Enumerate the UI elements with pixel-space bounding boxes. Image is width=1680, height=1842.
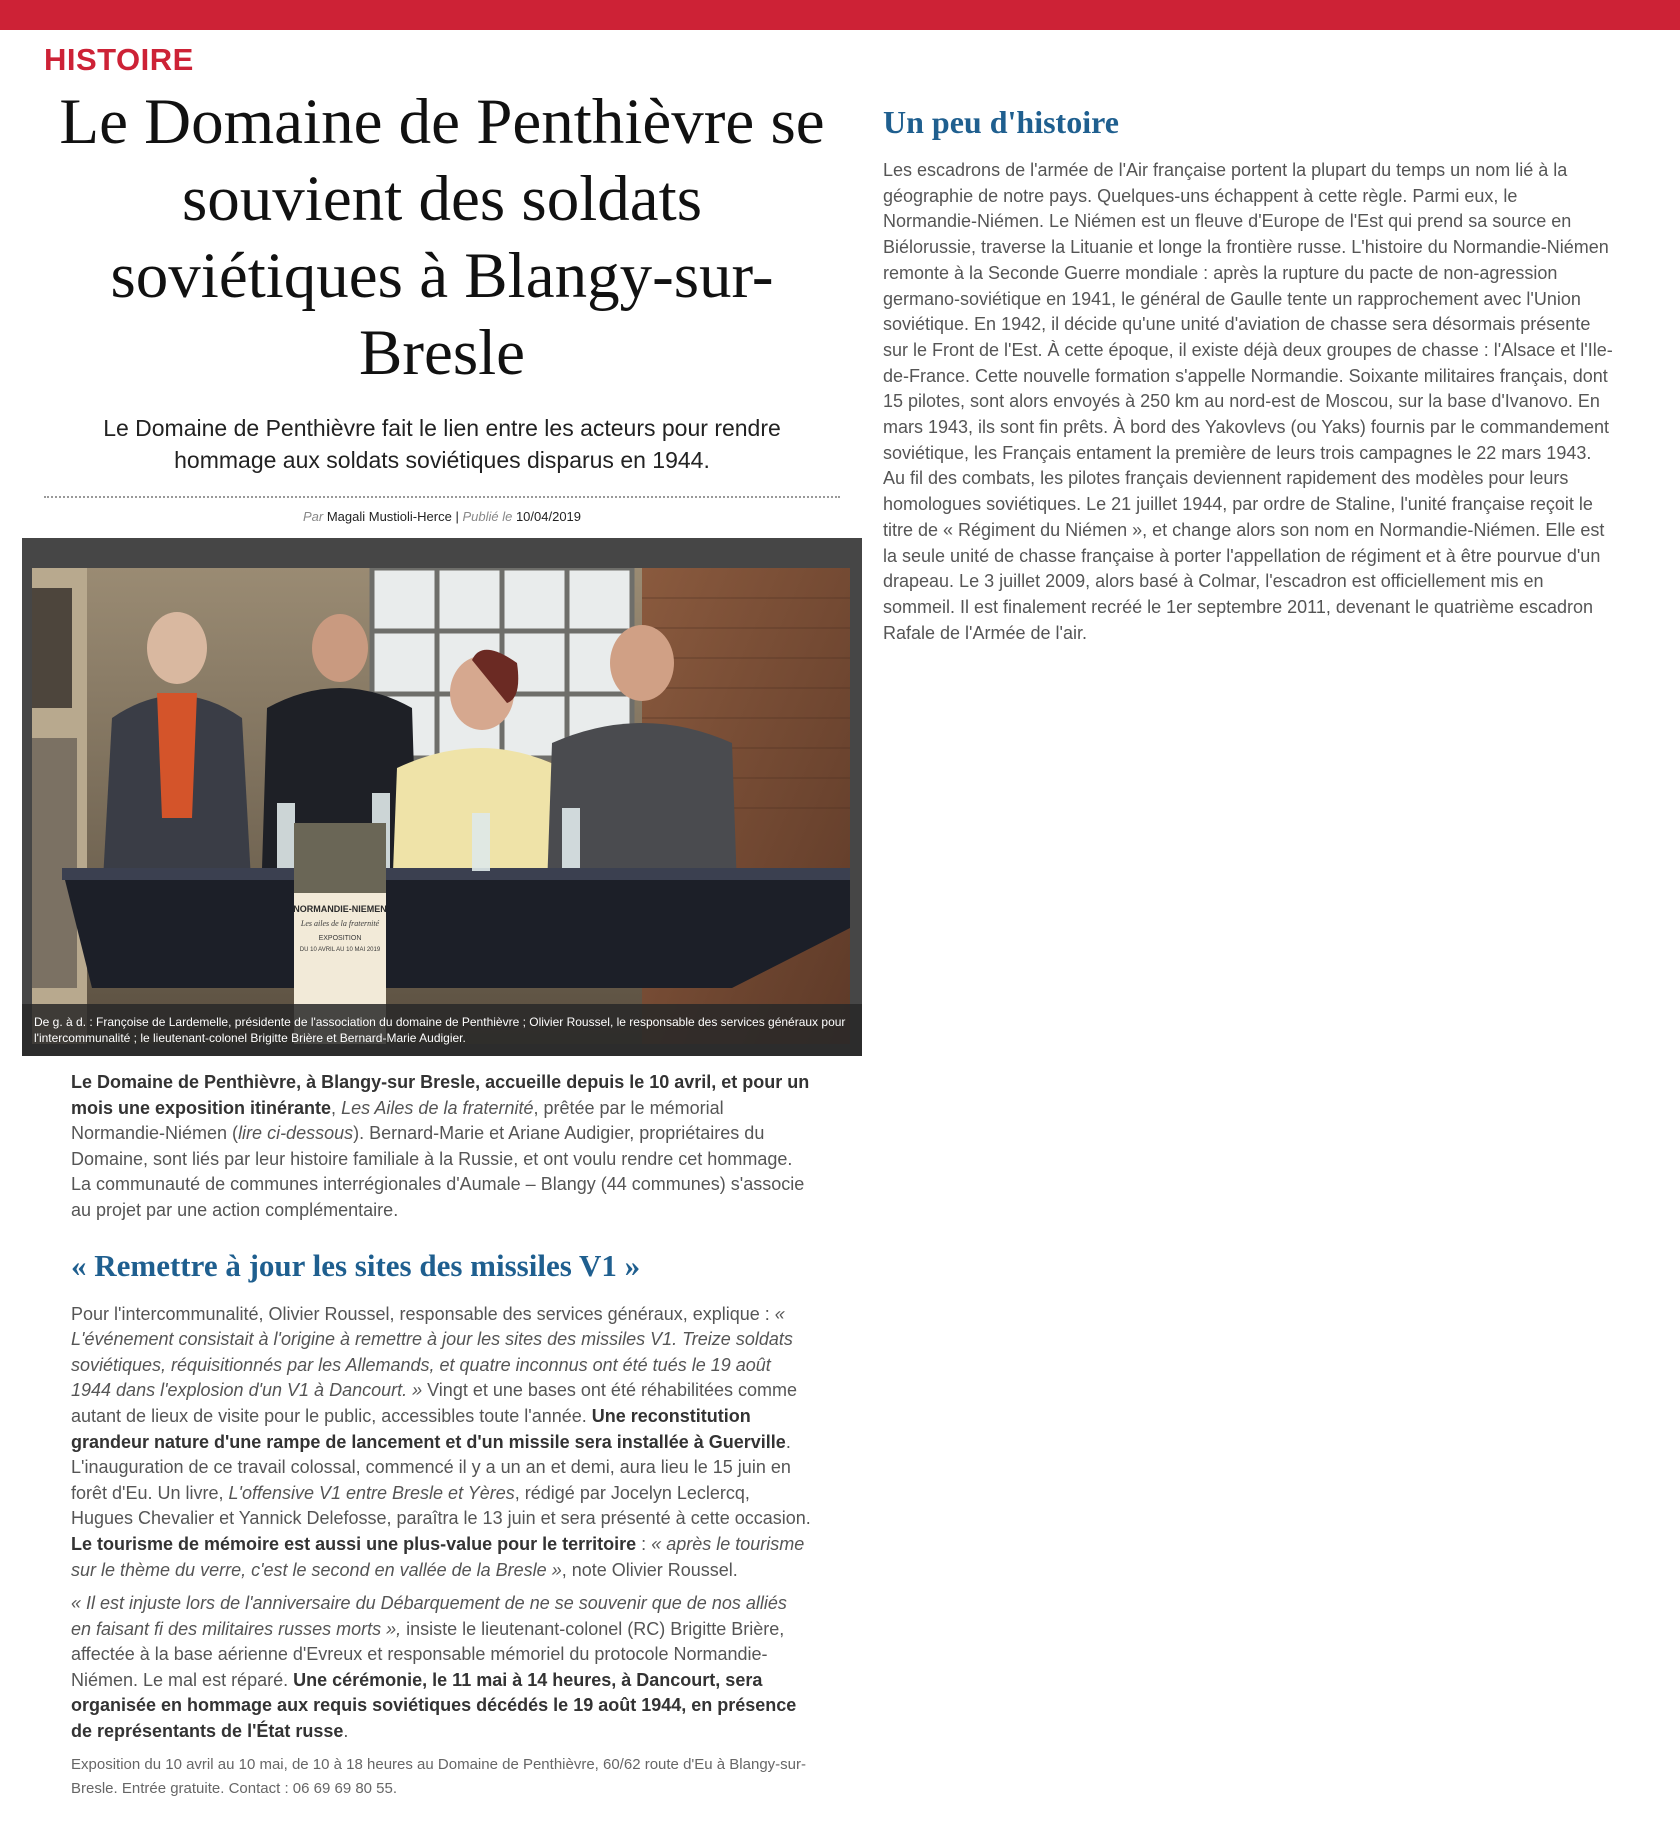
dotted-divider: [44, 496, 840, 498]
practical-info-note: Exposition du 10 avril au 10 mai, de 10 à 18 heures au Domaine de Penthièvre, 60/62 route d'Eu à Blangy-sur-Bresle. Entrée gratuite. Contact : 06 69 69 80 55.: [71, 1755, 806, 1797]
article-photo[interactable]: [32, 568, 850, 1044]
top-red-bar: [0, 0, 1680, 30]
s1-bold-1: Une reconstitution grandeur nature d'une rampe de lancement et d'un missile sera installée à Guerville: [71, 1405, 786, 1452]
poster-line-1: EXPOSITION: [318, 935, 362, 942]
sidebar-title: Un peu d'histoire: [883, 104, 1119, 140]
photo-illustration: [32, 568, 850, 1044]
s1-bold-2: Le tourisme de mémoire est aussi une plus-value pour le territoire: [71, 1533, 637, 1554]
poster-line-2: DU 10 AVRIL AU 10 MAI 2019: [299, 947, 381, 953]
article-main-column: [22, 30, 862, 1816]
intro-paragraph: [71, 1070, 811, 1224]
s1-text-f: , note Olivier Roussel.: [561, 1559, 738, 1580]
intro-italic-title: Les Ailes de la fraternité: [341, 1097, 534, 1118]
byline-by-label: Par: [302, 509, 324, 524]
photo-caption: De g. à d. : Françoise de Lardemelle, présidente de l'association du domaine de Penthièvre ; Olivier Roussel, le responsable des services généraux pour l'intercommunalité ; le lieutenant-colonel Brigitte Brière et Bernard-Marie Audigier.: [22, 1004, 862, 1056]
article-body: [71, 1070, 811, 1801]
s2-text-b: .: [343, 1721, 349, 1742]
section-category[interactable]: HISTOIRE: [44, 42, 194, 77]
byline-date: 10/04/2019: [515, 509, 582, 524]
s2-text-a: insiste le lieutenant-colonel (RC) Brigitte Brière, affectée à la base aérienne d'Evreux et responsable mémoriel du protocole Normandie-Niémen. Le mal est réparé.: [71, 1618, 785, 1690]
intro-text-b: , prêtée par le mémorial Normandie-Niémen (: [71, 1097, 724, 1144]
poster-title: NORMANDIE-NIEMEN: [293, 904, 387, 914]
sidebar-text: Les escadrons de l'armée de l'Air française portent la plupart du temps un nom lié à la géographie de notre pays. Quelques-uns échappent à cette règle. Parmi eux, le Normandie-Niémen. Le Niémen est un fleuve d'Europe de l'Est qui prend sa source en Biélorussie, traverse la Lituanie et longe la frontière russe. L'histoire du Normandie-Niémen remonte à la Seconde Guerre mondiale : après la rupture du pacte de non-agression germano-soviétique en 1941, le général de Gaulle tente un rapprochement avec l'Union soviétique. En 1942, il décide qu'une unité d'aviation de chasse sera désormais présente sur le Front de l'Est. À cette époque, il existe déjà deux groupes de chasse : l'Alsace et l'Ile-de-France. Cette nouvelle formation s'appelle Normandie. Soixante militaires français, dont 15 pilotes, sont alors envoyés à 250 km au nord-est de Moscou, sur la base d'Ivanovo. En mars 1943, ils sont fin prêts. À bord des Yakovlevs (ou Yaks) fournis par le commandement soviétique, les Français entament la première de leurs trois campagnes le 22 mars 1943. Au fil des combats, les pilotes français deviennent rapidement des modèles pour leurs homologues soviétiques. Le 21 juillet 1944, par ordre de Staline, l'unité française reçoit le titre de « Régiment du Niémen », et change alors son nom en Normandie-Niémen. Elle est la seule unité de chasse française à porter l'appellation de régiment et à être pourvue d'un drapeau. Le 3 juillet 2009, alors basé à Colmar, l'escadron est officiellement mis en sommeil. Il est finalement recréé le 1er septembre 2011, devenant le quatrième escadron Rafale de l'Armée de l'air.: [883, 160, 1613, 643]
s1-quote: « L'événement consistait à l'origine à remettre à jour les sites des missiles V1. Treize soldats soviétiques, réquisitionnés par les Allemands, et quatre inconnus ont été tués le 19 août 1944 dans l'explosion d'un V1 à Dancourt. »: [71, 1303, 793, 1401]
s1-text-b: Vingt et une bases ont été réhabilitées comme autant de lieux de visite pour le public, accessibles toute l'année.: [71, 1380, 798, 1426]
s1-text-e: :: [636, 1533, 652, 1554]
byline-separator: |: [455, 509, 459, 524]
s1-text-c: . L'inauguration de ce travail colossal, commencé il y a un an et demi, aura lieu le 15 juin en forêt d'Eu. Un livre,: [71, 1431, 791, 1503]
byline: [22, 508, 862, 526]
s2-bold: Une cérémonie, le 11 mai à 14 heures, à Dancourt, sera organisée en hommage aux requis soviétiques décédés le 19 août 1944, en présence de représentants de l'État russe: [71, 1669, 797, 1742]
intro-text-a: ,: [331, 1097, 342, 1118]
poster-subtitle: Les ailes de la fraternité: [300, 919, 380, 928]
s1-quote-2: « après le tourisme sur le thème du verre, c'est le second en vallée de la Bresle »: [71, 1533, 805, 1580]
s1-book-title: L'offensive V1 entre Bresle et Yères: [228, 1482, 515, 1503]
photo-frame: [22, 538, 862, 1056]
sidebar-column: [883, 92, 1615, 646]
intro-read-below[interactable]: lire ci-dessous: [238, 1123, 354, 1144]
s2-quote: « Il est injuste lors de l'anniversaire du Débarquement de ne se souvenir que de nos alliés en faisant fi des militaires russes morts »,: [71, 1593, 787, 1639]
byline-author[interactable]: Magali Mustioli-Herce: [326, 509, 452, 524]
section-paragraph-1: [71, 1302, 811, 1584]
intro-bold-text: Le Domaine de Penthièvre, à Blangy-sur Bresle, accueille depuis le 10 avril, et pour un mois une exposition itinérante: [71, 1072, 810, 1118]
intro-text-c: ). Bernard-Marie et Ariane Audigier, propriétaires du Domaine, sont liés par leur histoire familiale à la Russie, et ont voulu rendre cet hommage. La communauté de communes interrégionales d'Aumale – Blangy (44 communes) s'associe au projet par une action complémentaire.: [71, 1123, 805, 1220]
s1-text-a: Pour l'intercommunalité, Olivier Roussel, responsable des services généraux, explique :: [71, 1303, 775, 1324]
section-paragraph-2: [71, 1591, 811, 1745]
article-standfirst: Le Domaine de Penthièvre fait le lien entre les acteurs pour rendre hommage aux soldats soviétiques disparus en 1944.: [103, 415, 781, 473]
s1-text-d: , rédigé par Jocelyn Leclercq, Hugues Chevalier et Yannick Delefosse, paraîtra le 13 juin et sera présenté à cette occasion.: [71, 1482, 811, 1529]
section-subheading: « Remettre à jour les sites des missiles V1 »: [71, 1247, 641, 1283]
article-headline: Le Domaine de Penthièvre se souvient des soldats soviétiques à Blangy-sur-Bresle: [59, 86, 825, 389]
byline-published-label: Publié le: [462, 509, 513, 524]
